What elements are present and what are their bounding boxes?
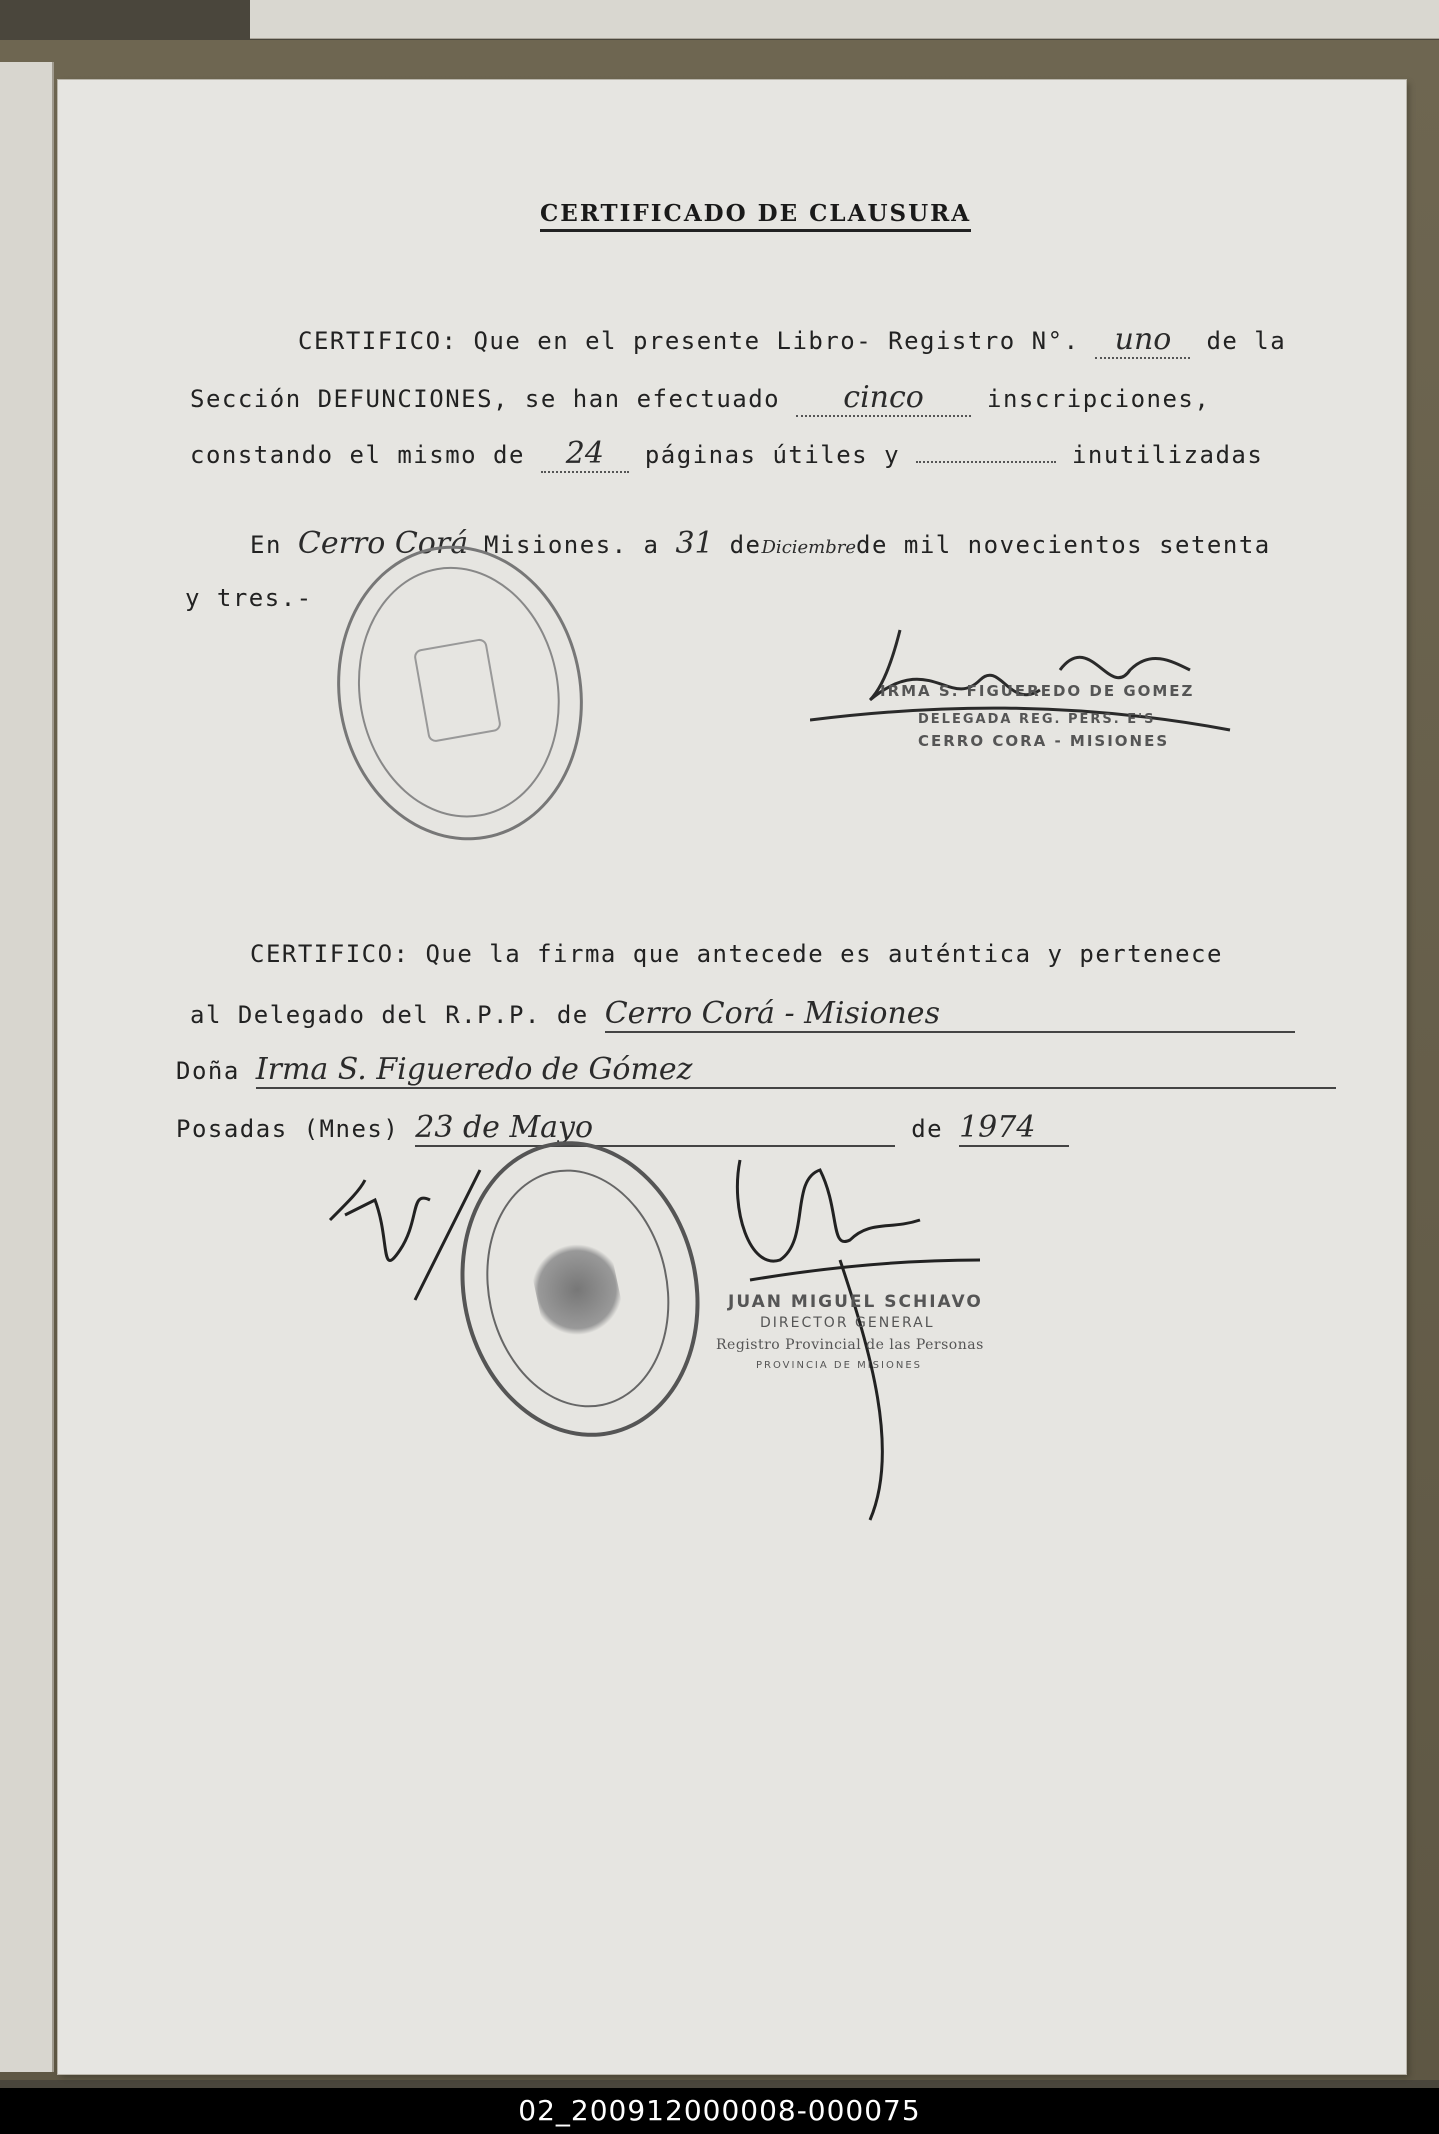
- delegate-stamp-role: DELEGADA REG. PERS. E'S: [918, 712, 1156, 727]
- cert2-line2: [190, 996, 1295, 1033]
- day-handwritten: 31: [675, 526, 714, 561]
- cert1-line2: [190, 380, 1210, 417]
- cert1-line1-suffix: de la: [1206, 327, 1287, 355]
- cert1-line4-de: de: [729, 531, 762, 559]
- image-caption: 02_200912000008-000075: [0, 2088, 1439, 2134]
- cert1-line4: [250, 526, 1271, 561]
- cert1-line1: [298, 322, 1286, 359]
- cert1-line4-middle: Misiones. a: [484, 531, 660, 559]
- cert2-certifico-label: CERTIFICO:: [250, 940, 410, 968]
- top-sheet-edge: [250, 0, 1439, 39]
- cert1-line2-suffix: inscripciones,: [987, 385, 1211, 413]
- delegation-handwritten: Cerro Corá - Misiones: [604, 996, 940, 1031]
- cert2-line1: [250, 940, 1223, 968]
- cert1-line3-suffix: inutilizadas: [1071, 441, 1264, 469]
- cert2-line4-de: de: [911, 1115, 944, 1143]
- delegate-stamp-location: CERRO CORA - MISIONES: [918, 732, 1170, 750]
- director-stamp-org: Registro Provincial de las Personas: [716, 1337, 984, 1353]
- year-handwritten: 1974: [959, 1110, 1036, 1145]
- cert1-line1-text: Que en el presente Libro- Registro N°.: [473, 327, 1080, 355]
- cert2-line4: [176, 1110, 1069, 1147]
- month-handwritten: Diciembre: [761, 537, 857, 558]
- cert1-line3-prefix: constando el mismo de: [190, 441, 525, 469]
- cert1-line2-prefix: Sección DEFUNCIONES, se han efectuado: [190, 385, 781, 413]
- place-handwritten: Cerro Corá: [297, 526, 469, 561]
- entries-count: cinco: [843, 380, 924, 415]
- cert2-line4-prefix: Posadas (Mnes): [176, 1115, 400, 1143]
- left-page-edge: [0, 62, 54, 2072]
- date-handwritten: 23 de Mayo: [415, 1110, 594, 1145]
- cert1-line3-middle: páginas útiles y: [644, 441, 901, 469]
- director-stamp-name: JUAN MIGUEL SCHIAVO: [728, 1292, 983, 1312]
- cert2-line3-prefix: Doña: [176, 1057, 240, 1085]
- initials-signature: [320, 1160, 500, 1320]
- director-stamp-role: DIRECTOR GENERAL: [760, 1315, 935, 1331]
- cert1-line4-suffix: de mil novecientos setenta: [856, 531, 1271, 559]
- director-stamp-province: PROVINCIA DE MISIONES: [756, 1360, 922, 1371]
- cert1-line3: [190, 436, 1263, 473]
- cert2-line3: [176, 1052, 1336, 1089]
- book-number: uno: [1114, 322, 1172, 357]
- person-handwritten: Irma S. Figueredo de Gómez: [255, 1052, 693, 1087]
- cert1-line4-prefix: En: [250, 531, 282, 559]
- cert1-certifico-label: CERTIFICO:: [298, 327, 458, 355]
- cert2-line2-prefix: al Delegado del R.P.P. de: [190, 1001, 589, 1029]
- coat-of-arms-icon: [413, 638, 502, 743]
- cert1-line5: y tres.-: [185, 584, 313, 612]
- delegate-stamp-name: IRMA S. FIGUEREDO DE GOMEZ: [880, 682, 1195, 700]
- cert2-line1-text: Que la firma que antecede es auténtica y pertenece: [425, 940, 1223, 968]
- pages-useful: 24: [565, 436, 604, 471]
- document-title: CERTIFICADO DE CLAUSURA: [540, 200, 971, 232]
